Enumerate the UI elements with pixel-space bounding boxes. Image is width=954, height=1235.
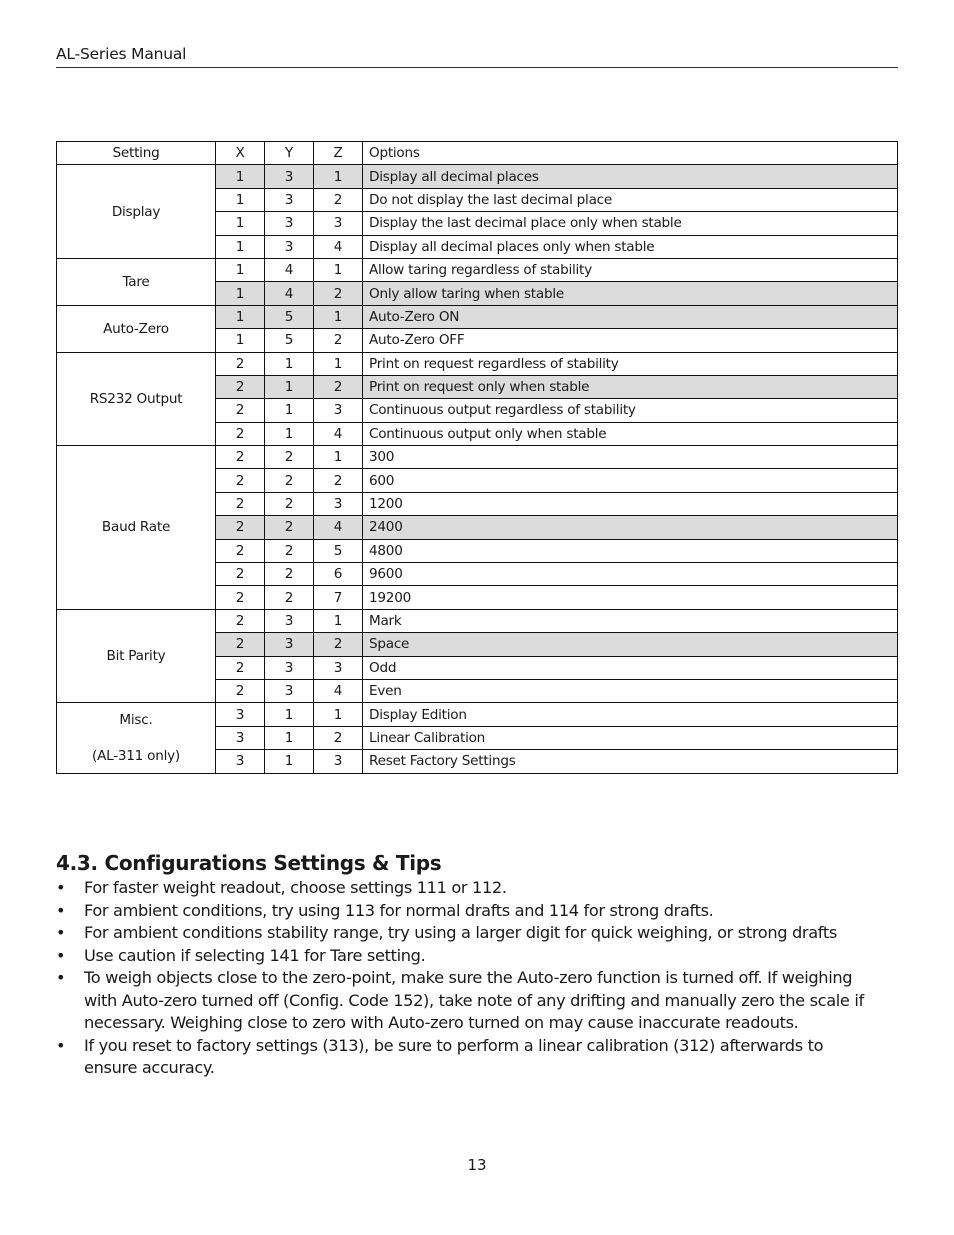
option-cell: Auto-Zero ON — [363, 305, 898, 328]
x-cell: 3 — [216, 726, 265, 749]
y-cell: 3 — [265, 188, 314, 211]
x-cell: 2 — [216, 492, 265, 515]
option-cell: 19200 — [363, 586, 898, 609]
table-row — [57, 446, 898, 469]
x-cell: 1 — [216, 188, 265, 211]
z-cell: 2 — [314, 726, 363, 749]
option-cell: 9600 — [363, 563, 898, 586]
option-cell: 4800 — [363, 539, 898, 562]
header-z: Z — [314, 142, 363, 165]
setting-label: Bit Parity — [106, 648, 166, 665]
table-row — [57, 305, 898, 328]
z-cell: 2 — [314, 188, 363, 211]
z-cell: 4 — [314, 235, 363, 258]
x-cell: 3 — [216, 750, 265, 773]
x-cell: 2 — [216, 446, 265, 469]
y-cell: 3 — [265, 212, 314, 235]
tip-text: For ambient conditions, try using 113 for normal drafts and 114 for strong drafts. — [84, 900, 714, 920]
z-cell: 4 — [314, 422, 363, 445]
header-options: Options — [363, 142, 898, 165]
tip-text: To weigh objects close to the zero-point, make sure the Auto-zero function is turned off. If weighing with Auto-zero turned off (Config. Code 152), take note of any drifting and manually zero the scale if necessary. Weighing close to zero with Auto-zero turned on may cause inaccurate readouts. — [84, 968, 864, 1032]
z-cell: 2 — [314, 469, 363, 492]
z-cell: 1 — [314, 703, 363, 726]
bullet-icon: • — [56, 945, 66, 965]
z-cell: 4 — [314, 516, 363, 539]
y-cell: 2 — [265, 563, 314, 586]
x-cell: 2 — [216, 399, 265, 422]
x-cell: 2 — [216, 422, 265, 445]
y-cell: 1 — [265, 750, 314, 773]
y-cell: 1 — [265, 703, 314, 726]
y-cell: 4 — [265, 258, 314, 281]
configuration-table — [56, 141, 898, 774]
option-cell: Allow taring regardless of stability — [363, 258, 898, 281]
bullet-icon: • — [56, 900, 66, 920]
x-cell: 1 — [216, 305, 265, 328]
tips-list — [56, 877, 876, 1080]
x-cell: 2 — [216, 375, 265, 398]
y-cell: 3 — [265, 679, 314, 702]
y-cell: 4 — [265, 282, 314, 305]
option-cell: Display all decimal places only when stable — [363, 235, 898, 258]
table-header-row — [57, 142, 898, 165]
list-item — [56, 1035, 876, 1080]
page-header — [56, 45, 898, 68]
z-cell: 3 — [314, 492, 363, 515]
table-row — [57, 609, 898, 632]
tip-text: If you reset to factory settings (313), be sure to perform a linear calibration (312) afterwards to ensure accuracy. — [84, 1035, 824, 1077]
y-cell: 1 — [265, 422, 314, 445]
y-cell: 5 — [265, 305, 314, 328]
y-cell: 1 — [265, 375, 314, 398]
x-cell: 1 — [216, 329, 265, 352]
y-cell: 1 — [265, 352, 314, 375]
option-cell: Space — [363, 633, 898, 656]
option-cell: Display all decimal places — [363, 165, 898, 188]
x-cell: 1 — [216, 235, 265, 258]
option-cell: 2400 — [363, 516, 898, 539]
option-cell: Even — [363, 679, 898, 702]
z-cell: 2 — [314, 282, 363, 305]
option-cell: Linear Calibration — [363, 726, 898, 749]
x-cell: 2 — [216, 469, 265, 492]
option-cell: Mark — [363, 609, 898, 632]
table-row — [57, 165, 898, 188]
z-cell: 7 — [314, 586, 363, 609]
y-cell: 3 — [265, 609, 314, 632]
x-cell: 2 — [216, 563, 265, 586]
z-cell: 1 — [314, 258, 363, 281]
y-cell: 3 — [265, 235, 314, 258]
setting-group-cell — [57, 258, 216, 305]
list-item — [56, 877, 876, 900]
y-cell: 2 — [265, 586, 314, 609]
setting-label: Tare — [122, 273, 150, 290]
bullet-icon: • — [56, 1035, 66, 1055]
x-cell: 2 — [216, 656, 265, 679]
setting-group-cell — [57, 703, 216, 773]
setting-label: Baud Rate — [101, 519, 171, 536]
setting-label: Display — [111, 203, 161, 220]
tip-text: For faster weight readout, choose settings 111 or 112. — [84, 878, 507, 897]
y-cell: 3 — [265, 656, 314, 679]
z-cell: 1 — [314, 352, 363, 375]
option-cell: Reset Factory Settings — [363, 750, 898, 773]
x-cell: 2 — [216, 516, 265, 539]
setting-group-cell — [57, 446, 216, 610]
z-cell: 6 — [314, 563, 363, 586]
x-cell: 2 — [216, 609, 265, 632]
option-cell: Only allow taring when stable — [363, 282, 898, 305]
x-cell: 1 — [216, 282, 265, 305]
option-cell: Do not display the last decimal place — [363, 188, 898, 211]
option-cell: Continuous output regardless of stability — [363, 399, 898, 422]
option-cell: Display the last decimal place only when stable — [363, 212, 898, 235]
y-cell: 1 — [265, 726, 314, 749]
y-cell: 2 — [265, 539, 314, 562]
x-cell: 1 — [216, 258, 265, 281]
tip-text: For ambient conditions stability range, try using a larger digit for quick weighing, or strong drafts — [84, 923, 837, 942]
y-cell: 2 — [265, 492, 314, 515]
list-item — [56, 967, 876, 1035]
setting-label: Misc. — [119, 711, 153, 728]
option-cell: Display Edition — [363, 703, 898, 726]
section-title: 4.3. Configurations Settings & Tips — [56, 851, 442, 875]
setting-group-cell — [57, 352, 216, 446]
z-cell: 1 — [314, 305, 363, 328]
option-cell: Print on request regardless of stability — [363, 352, 898, 375]
list-item — [56, 945, 876, 968]
x-cell: 2 — [216, 679, 265, 702]
list-item — [56, 922, 876, 945]
option-cell: 600 — [363, 469, 898, 492]
bullet-icon: • — [56, 968, 66, 987]
table-row — [57, 352, 898, 375]
setting-group-cell — [57, 305, 216, 352]
y-cell: 2 — [265, 446, 314, 469]
setting-label: Auto-Zero — [103, 320, 169, 337]
z-cell: 5 — [314, 539, 363, 562]
y-cell: 5 — [265, 329, 314, 352]
z-cell: 1 — [314, 446, 363, 469]
y-cell: 1 — [265, 399, 314, 422]
z-cell: 2 — [314, 633, 363, 656]
z-cell: 2 — [314, 375, 363, 398]
manual-title: AL-Series Manual — [56, 45, 187, 63]
setting-group-cell — [57, 609, 216, 703]
table-row — [57, 258, 898, 281]
bullet-icon: • — [56, 878, 66, 897]
x-cell: 2 — [216, 586, 265, 609]
option-cell: Print on request only when stable — [363, 375, 898, 398]
x-cell: 3 — [216, 703, 265, 726]
z-cell: 2 — [314, 329, 363, 352]
option-cell: Odd — [363, 656, 898, 679]
z-cell: 4 — [314, 679, 363, 702]
option-cell: 300 — [363, 446, 898, 469]
x-cell: 1 — [216, 165, 265, 188]
x-cell: 2 — [216, 352, 265, 375]
setting-label: RS232 Output — [89, 390, 183, 407]
page-number: 13 — [467, 1156, 487, 1174]
option-cell: 1200 — [363, 492, 898, 515]
y-cell: 3 — [265, 165, 314, 188]
list-item — [56, 900, 876, 923]
table-row — [57, 703, 898, 726]
setting-group-cell — [57, 165, 216, 259]
z-cell: 3 — [314, 656, 363, 679]
z-cell: 1 — [314, 165, 363, 188]
y-cell: 2 — [265, 469, 314, 492]
header-y: Y — [265, 142, 314, 165]
tip-text: Use caution if selecting 141 for Tare setting. — [84, 945, 426, 965]
option-cell: Continuous output only when stable — [363, 422, 898, 445]
y-cell: 2 — [265, 516, 314, 539]
setting-note: (AL-311 only) — [92, 747, 180, 764]
x-cell: 2 — [216, 539, 265, 562]
bullet-icon: • — [56, 923, 66, 942]
z-cell: 1 — [314, 609, 363, 632]
z-cell: 3 — [314, 750, 363, 773]
y-cell: 3 — [265, 633, 314, 656]
x-cell: 2 — [216, 633, 265, 656]
header-setting: Setting — [57, 142, 216, 165]
x-cell: 1 — [216, 212, 265, 235]
z-cell: 3 — [314, 399, 363, 422]
option-cell: Auto-Zero OFF — [363, 329, 898, 352]
header-x: X — [216, 142, 265, 165]
z-cell: 3 — [314, 212, 363, 235]
